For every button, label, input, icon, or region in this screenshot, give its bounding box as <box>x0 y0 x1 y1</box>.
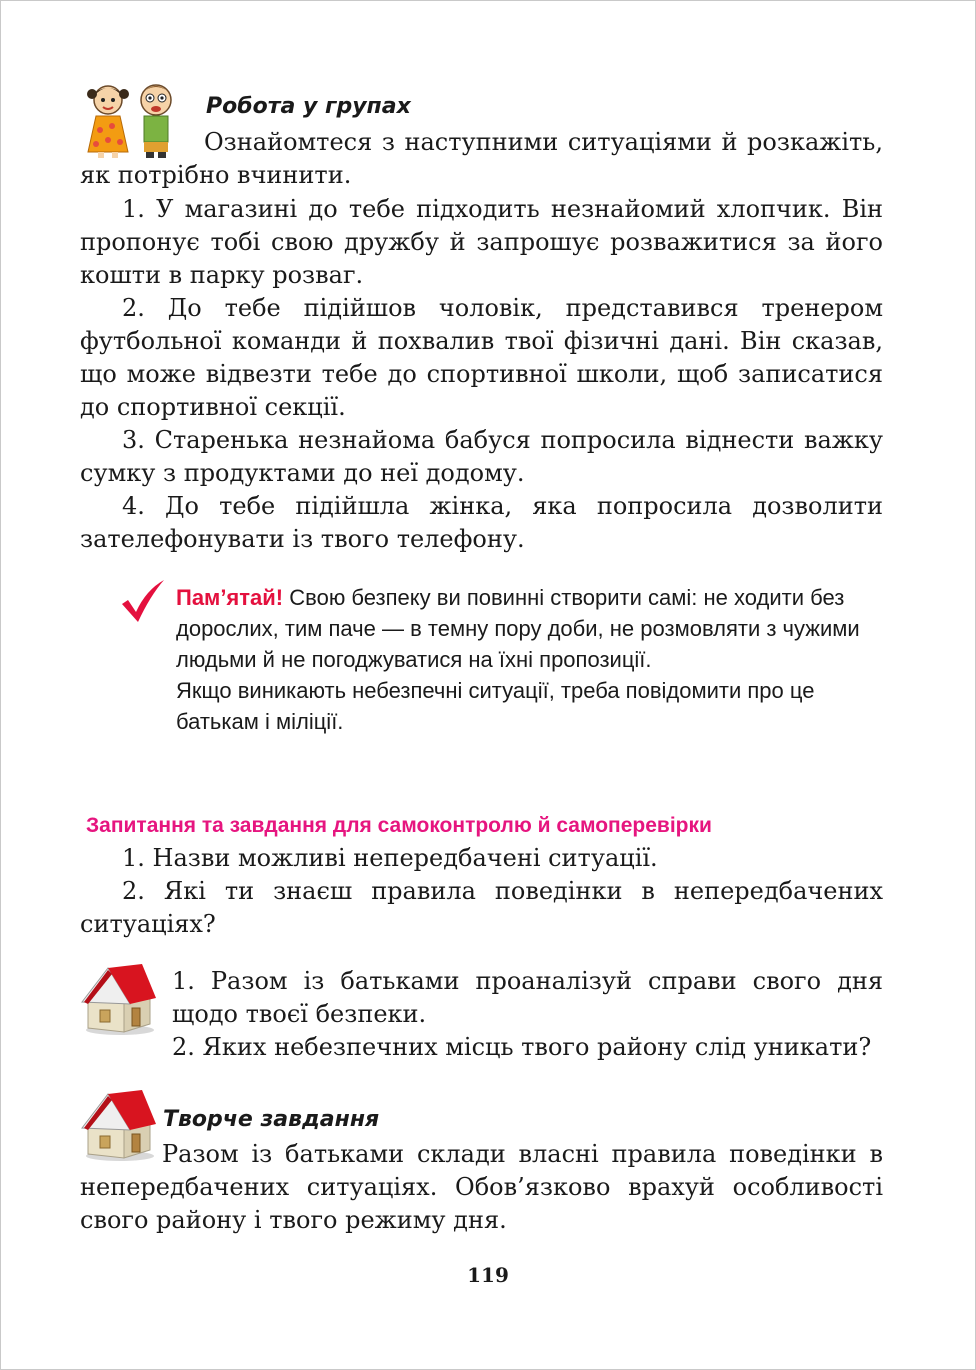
remember-paragraph <box>176 582 876 675</box>
list-item: 2. Яких небезпечних місць твого району слід уникати? <box>172 1033 872 1061</box>
list-item: 4. До тебе підійшла жінка, яка попросила дозволити зателефонувати із твого телефону. <box>80 492 883 553</box>
questions-heading: Запитання та завдання для самоконтролю й самоперевірки <box>86 814 712 837</box>
remember-box <box>176 582 876 737</box>
list-item: 1. Назви можливі непередбачені ситуації. <box>122 844 658 872</box>
intro-text: Ознайомтеся з наступними ситуаціями й розкажіть, як потрібно вчинити. <box>80 128 883 189</box>
list-item: 1. Разом із батьками проаналізуй справи свого дня щодо твоєї безпеки. <box>172 967 883 1028</box>
remember-label: Пам’ятай! <box>176 585 284 610</box>
remember-paragraph-2: Якщо виникають небезпечні ситуації, треба повідомити про це батькам і міліції. <box>176 678 815 734</box>
group-work-intro <box>80 126 883 192</box>
creative-heading: Творче завдання <box>163 1107 380 1132</box>
home-tasks <box>172 965 883 1064</box>
page-number: 119 <box>467 1263 509 1287</box>
creative-text: Разом із батьками склади власні правила поведінки в непередбачених ситуаціях. Обов’язково врахуй особливості свого району і твого режиму дня. <box>80 1140 883 1234</box>
questions-list <box>80 842 883 941</box>
situations-list <box>80 193 883 556</box>
creative-text-block <box>80 1138 883 1237</box>
house-icon <box>80 962 158 1036</box>
list-item: 3. Старенька незнайома бабуся попросила віднести важку сумку з продуктами до неї додому. <box>80 426 883 487</box>
remember-text: Свою безпеку ви повинні створити самі: не ходити без дорослих, тим паче — в темну пору доби, не розмовляти з чужими людьми й не погоджуватися на їхні пропозиції. <box>176 585 860 672</box>
list-item: 2. Які ти знаєш правила поведінки в непередбачених ситуаціях? <box>80 877 883 938</box>
checkmark-icon <box>118 578 166 626</box>
list-item: 1. У магазині до тебе підходить незнайомий хлопчик. Він пропонує тобі свою дружбу й запрошує розважитися за його кошти в парку розваг. <box>80 195 883 289</box>
group-work-heading: Робота у групах <box>206 94 411 119</box>
list-item: 2. До тебе підійшов чоловік, представився тренером футбольної команди й похвалив твої фізичні дані. Він сказав, що може відвезти тебе до спортивної школи, щоб записатися до спортивної секції. <box>80 294 883 421</box>
